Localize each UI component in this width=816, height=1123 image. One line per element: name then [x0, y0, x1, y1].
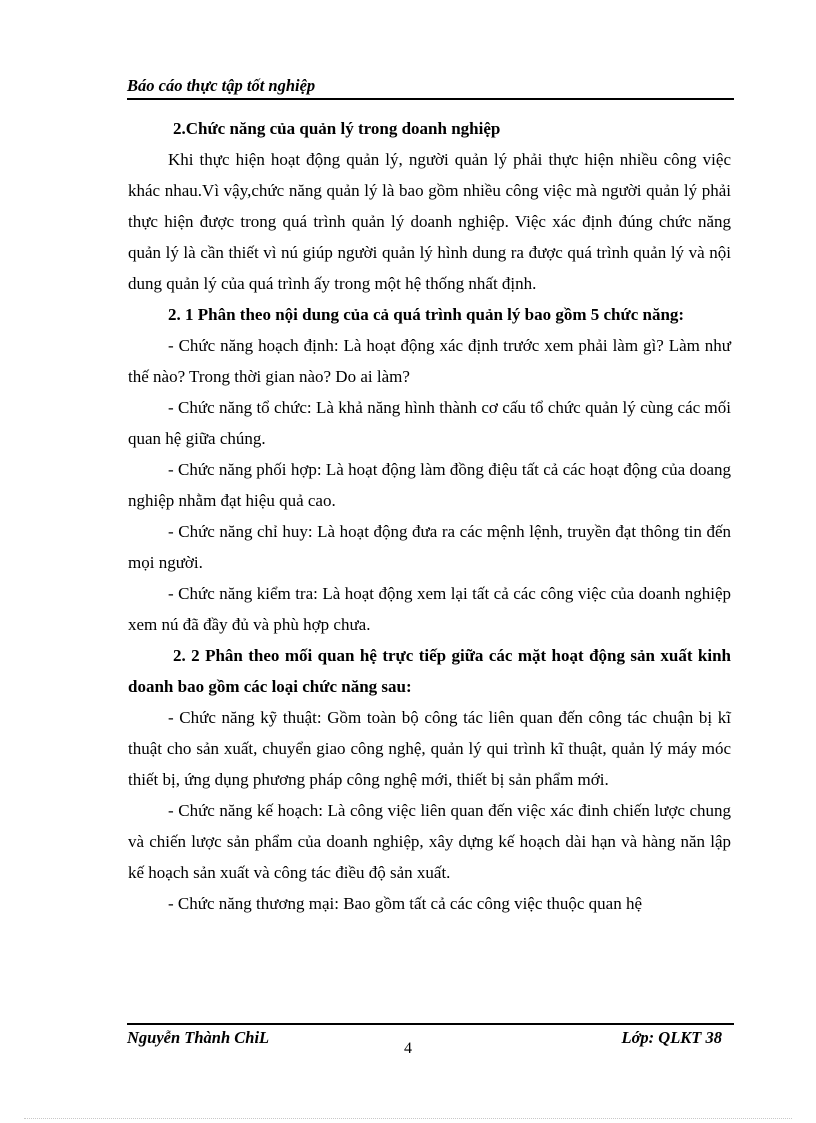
- list-item: - Chức năng kiểm tra: Là hoạt động xem lại tất cả các công việc của doanh nghiệp xem nú đã đầy đủ và phù hợp chưa.: [128, 584, 731, 634]
- subsection-heading-2: 2. 2 Phân theo mối quan hệ trực tiếp giữa các mặt hoạt động sản xuất kinh doanh bao gồm các loại chức năng sau:: [128, 646, 731, 696]
- section-heading: 2.Chức năng của quản lý trong doanh nghiệp: [173, 119, 501, 138]
- footer-divider: [127, 1023, 734, 1025]
- page-edge-divider: [24, 1118, 792, 1119]
- list-item: - Chức năng thương mại: Bao gồm tất cả các công việc thuộc quan hệ: [168, 894, 642, 913]
- list-item: - Chức năng hoạch định: Là hoạt động xác định trước xem phải làm gì? Làm như thế nào? Trong thời gian nào? Do ai làm?: [128, 336, 731, 386]
- list-item: - Chức năng phối hợp: Là hoạt động làm đồng điệu tất cả các hoạt động của doang nghiệp nhằm đạt hiệu quả cao.: [128, 460, 731, 510]
- subsection-heading-1: 2. 1 Phân theo nội dung của cả quá trình quản lý bao gồm 5 chức năng:: [168, 305, 685, 324]
- page-body: [128, 113, 731, 919]
- page-number: 4: [404, 1040, 412, 1057]
- list-item: - Chức năng chỉ huy: Là hoạt động đưa ra các mệnh lệnh, truyền đạt thông tin đến mọi người.: [128, 522, 731, 572]
- intro-paragraph: Khi thực hiện hoạt động quản lý, người quản lý phải thực hiện nhiều công việc khác nhau.Vì vậy,chức năng quản lý là bao gồm nhiều công việc mà người quản lý phải thực hiện được trong quá trình quản lý doanh nghiệp. Việc xác định đúng chức năng quản lý là cần thiết vì nú giúp người quản lý hình dung ra được quá trình quản lý và nội dung quản lý của quá trình ấy trong một hệ thống nhất định.: [128, 150, 731, 293]
- author-name: Nguyễn Thành ChiL: [127, 1028, 270, 1047]
- class-label: Lớp: QLKT 38: [621, 1028, 722, 1047]
- list-item: - Chức năng tổ chức: Là khả năng hình thành cơ cấu tổ chức quản lý cùng các mối quan hệ giữa chúng.: [128, 398, 731, 448]
- list-item: - Chức năng kỹ thuật: Gồm toàn bộ công tác liên quan đến công tác chuận bị kĩ thuật cho sản xuất, chuyển giao công nghệ, quản lý qui trình kĩ thuật, quản lý máy móc thiết bị, ứng dụng phương pháp công nghệ mới, thiết bị sản phẩm mới.: [128, 708, 731, 789]
- report-title: Báo cáo thực tập tốt nghiệp: [127, 76, 316, 95]
- list-item: - Chức năng kế hoạch: Là công việc liên quan đến việc xác đinh chiến lược chung và chiến lược sản phẩm của doanh nghiệp, xây dựng kế hoạch dài hạn và hàng năn lập kế hoạch sản xuất và công tác điều độ sản xuất.: [128, 801, 731, 882]
- header-divider: [127, 98, 734, 100]
